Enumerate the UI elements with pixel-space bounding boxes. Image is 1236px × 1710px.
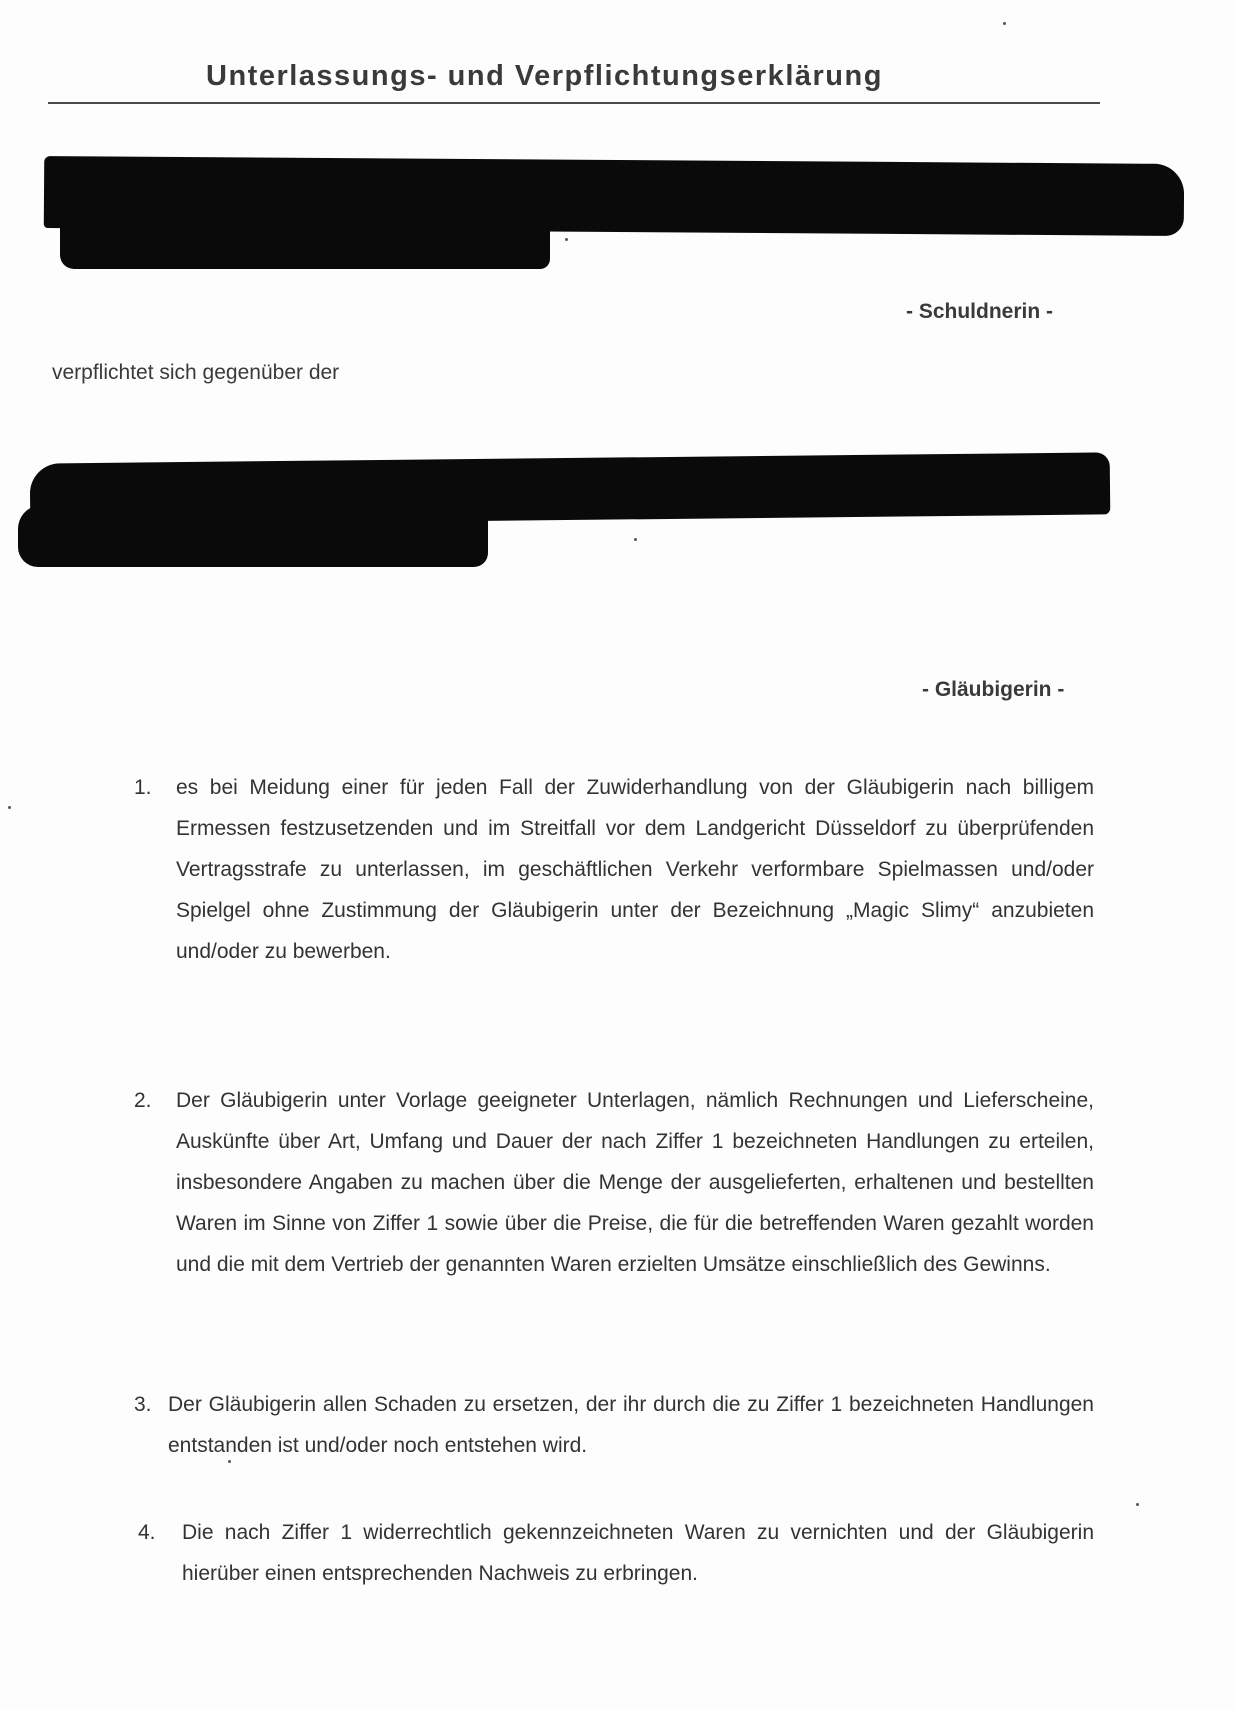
item-text: Der Gläubigerin allen Schaden zu ersetzen, der ihr durch die zu Ziffer 1 bezeichneten Handlungen entstanden ist und/oder noch entstehen wird. <box>168 1393 1094 1457</box>
item-text: Der Gläubigerin unter Vorlage geeigneter Unterlagen, nämlich Rechnungen und Lieferscheine, Auskünfte über Art, Umfang und Dauer der nach Ziffer 1 bezeichneten Handlungen zu erteilen, insbesondere Angaben zu machen über die Menge der ausgelieferten, erhaltenen und bestellten Waren im Sinne von Ziffer 1 sowie über die Preise, die für die betreffenden Waren gezahlt worden und die mit dem Vertrieb der genannten Waren erzielten Umsätze einschließlich des Gewinns. <box>176 1089 1094 1276</box>
item-text: Die nach Ziffer 1 widerrechtlich gekennzeichneten Waren zu vernichten und der Gläubigerin hierüber einen entsprechenden Nachweis zu erbringen. <box>182 1521 1094 1585</box>
item-number: 1. <box>134 776 152 799</box>
scan-speck <box>1003 22 1006 25</box>
obligation-item-4 <box>138 1512 1094 1602</box>
item-number: 2. <box>134 1089 152 1112</box>
scan-speck <box>1136 1503 1139 1506</box>
obligation-intro: verpflichtet sich gegenüber der <box>52 361 340 384</box>
scan-speck <box>565 238 568 241</box>
debtor-role-label: - Schuldnerin - <box>906 300 1053 323</box>
item-number: 3. <box>134 1393 152 1416</box>
redaction-block-debtor <box>44 156 1184 236</box>
item-number: 4. <box>138 1521 156 1544</box>
document-title: Unterlassungs- und Verpflichtungserklärung <box>206 60 883 92</box>
obligation-item-3 <box>134 1384 1094 1474</box>
redaction-block-creditor-lower <box>18 505 488 567</box>
title-underline <box>48 102 1100 104</box>
creditor-role-label: - Gläubigerin - <box>922 678 1065 701</box>
obligation-item-1 <box>134 767 1094 1017</box>
redaction-block-debtor-lower <box>60 225 550 269</box>
scan-speck <box>228 1460 231 1463</box>
scan-speck <box>634 538 637 541</box>
item-text: es bei Meidung einer für jeden Fall der Zuwiderhandlung von der Gläubigerin nach billigem Ermessen festzusetzenden und im Streitfall vor dem Landgericht Düsseldorf zu überprüfenden Vertragsstrafe zu unterlassen, im geschäftlichen Verkehr verformbare Spielmassen und/oder Spielgel ohne Zustimmung der Gläubigerin unter der Bezeichnung „Magic Slimy“ anzubieten und/oder zu bewerben. <box>176 776 1094 963</box>
scan-speck <box>8 806 11 809</box>
obligation-item-2 <box>134 1080 1094 1330</box>
